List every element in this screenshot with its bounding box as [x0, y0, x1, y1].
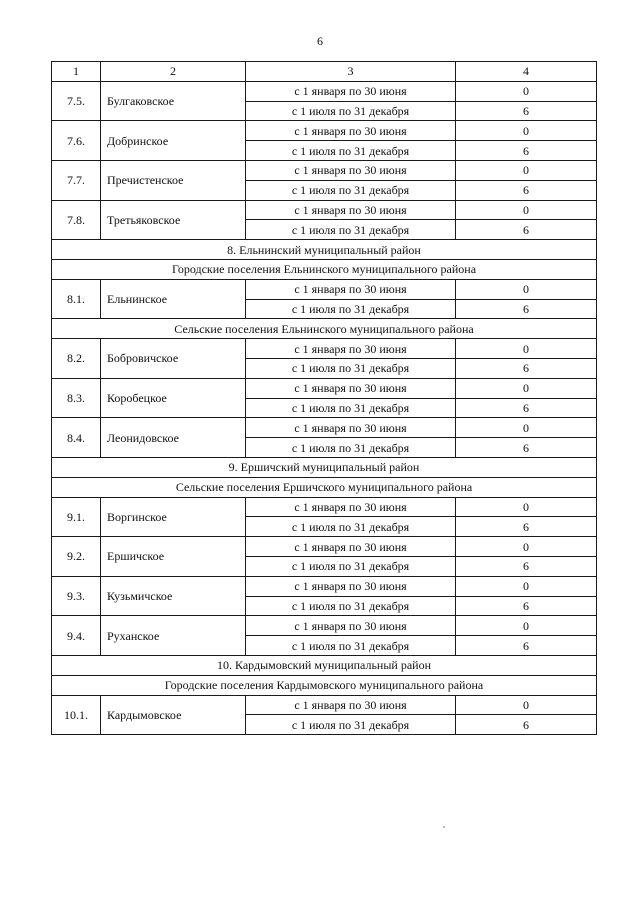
- value-first-half: 0: [456, 121, 597, 141]
- settlement-row-first-half: [52, 279, 597, 299]
- value-first-half: 0: [456, 497, 597, 517]
- value-first-half: 0: [456, 160, 597, 180]
- section-heading: Сельские поселения Ершичского муниципального района: [52, 477, 597, 497]
- settlement-name: Леонидовское: [101, 418, 246, 458]
- section-heading: Городские поселения Кардымовского муниципального района: [52, 675, 597, 695]
- period-second-half: с 1 июля по 31 декабря: [246, 438, 456, 458]
- item-number: 9.2.: [52, 537, 101, 577]
- period-first-half: с 1 января по 30 июня: [246, 200, 456, 220]
- period-first-half: с 1 января по 30 июня: [246, 418, 456, 438]
- value-first-half: 0: [456, 81, 597, 101]
- period-second-half: с 1 июля по 31 декабря: [246, 517, 456, 537]
- settlement-row-first-half: [52, 160, 597, 180]
- period-second-half: с 1 июля по 31 декабря: [246, 180, 456, 200]
- period-first-half: с 1 января по 30 июня: [246, 339, 456, 359]
- settlement-name: Кузьмичское: [101, 576, 246, 616]
- settlement-name: Ершичское: [101, 537, 246, 577]
- header-cell-2: 2: [101, 62, 246, 82]
- settlement-row-first-half: [52, 200, 597, 220]
- settlement-row-first-half: [52, 378, 597, 398]
- period-first-half: с 1 января по 30 июня: [246, 121, 456, 141]
- item-number: 7.7.: [52, 160, 101, 200]
- period-second-half: с 1 июля по 31 декабря: [246, 596, 456, 616]
- page-number: 6: [317, 34, 323, 48]
- period-first-half: с 1 января по 30 июня: [246, 160, 456, 180]
- period-first-half: с 1 января по 30 июня: [246, 279, 456, 299]
- table-header-row: [52, 62, 597, 82]
- settlement-row-first-half: [52, 121, 597, 141]
- settlement-row-first-half: [52, 497, 597, 517]
- value-second-half: 6: [456, 180, 597, 200]
- value-second-half: 6: [456, 398, 597, 418]
- item-number: 9.1.: [52, 497, 101, 537]
- table-body: [52, 62, 597, 735]
- scan-speck: [443, 826, 445, 828]
- period-second-half: с 1 июля по 31 декабря: [246, 358, 456, 378]
- value-first-half: 0: [456, 200, 597, 220]
- value-first-half: 0: [456, 378, 597, 398]
- value-second-half: 6: [456, 636, 597, 656]
- value-first-half: 0: [456, 576, 597, 596]
- value-second-half: 6: [456, 220, 597, 240]
- section-heading: Городские поселения Ельнинского муниципального района: [52, 259, 597, 279]
- value-second-half: 6: [456, 101, 597, 121]
- settlement-row-first-half: [52, 616, 597, 636]
- section-row: [52, 259, 597, 279]
- period-first-half: с 1 января по 30 июня: [246, 497, 456, 517]
- period-first-half: с 1 января по 30 июня: [246, 695, 456, 715]
- value-second-half: 6: [456, 438, 597, 458]
- settlement-name: Ельнинское: [101, 279, 246, 319]
- section-row: [52, 457, 597, 477]
- value-second-half: 6: [456, 299, 597, 319]
- settlement-row-first-half: [52, 576, 597, 596]
- item-number: 9.4.: [52, 616, 101, 656]
- period-second-half: с 1 июля по 31 декабря: [246, 220, 456, 240]
- settlement-name: Добринское: [101, 121, 246, 161]
- value-second-half: 6: [456, 556, 597, 576]
- settlement-name: Булгаковское: [101, 81, 246, 121]
- period-second-half: с 1 июля по 31 декабря: [246, 556, 456, 576]
- period-first-half: с 1 января по 30 июня: [246, 81, 456, 101]
- value-first-half: 0: [456, 695, 597, 715]
- period-second-half: с 1 июля по 31 декабря: [246, 398, 456, 418]
- value-first-half: 0: [456, 418, 597, 438]
- settlement-row-first-half: [52, 418, 597, 438]
- settlement-name: Воргинское: [101, 497, 246, 537]
- settlement-name: Коробецкое: [101, 378, 246, 418]
- section-heading: Сельские поселения Ельнинского муниципального района: [52, 319, 597, 339]
- item-number: 7.8.: [52, 200, 101, 240]
- period-first-half: с 1 января по 30 июня: [246, 378, 456, 398]
- value-first-half: 0: [456, 616, 597, 636]
- item-number: 10.1.: [52, 695, 101, 735]
- settlement-name: Руханское: [101, 616, 246, 656]
- value-first-half: 0: [456, 537, 597, 557]
- value-first-half: 0: [456, 339, 597, 359]
- section-row: [52, 319, 597, 339]
- value-second-half: 6: [456, 517, 597, 537]
- settlement-name: Пречистенское: [101, 160, 246, 200]
- section-row: [52, 655, 597, 675]
- period-first-half: с 1 января по 30 июня: [246, 537, 456, 557]
- header-cell-4: 4: [456, 62, 597, 82]
- item-number: 9.3.: [52, 576, 101, 616]
- settlement-name: Кардымовское: [101, 695, 246, 735]
- settlement-name: Бобровичское: [101, 339, 246, 379]
- value-second-half: 6: [456, 358, 597, 378]
- item-number: 7.5.: [52, 81, 101, 121]
- item-number: 8.1.: [52, 279, 101, 319]
- item-number: 8.3.: [52, 378, 101, 418]
- settlement-row-first-half: [52, 339, 597, 359]
- period-second-half: с 1 июля по 31 декабря: [246, 141, 456, 161]
- period-second-half: с 1 июля по 31 декабря: [246, 101, 456, 121]
- section-heading: 8. Ельнинский муниципальный район: [52, 240, 597, 260]
- header-cell-3: 3: [246, 62, 456, 82]
- period-first-half: с 1 января по 30 июня: [246, 576, 456, 596]
- item-number: 8.4.: [52, 418, 101, 458]
- header-cell-1: 1: [52, 62, 101, 82]
- settlement-row-first-half: [52, 81, 597, 101]
- section-row: [52, 477, 597, 497]
- section-row: [52, 675, 597, 695]
- period-second-half: с 1 июля по 31 декабря: [246, 299, 456, 319]
- value-second-half: 6: [456, 141, 597, 161]
- section-heading: 9. Ершичский муниципальный район: [52, 457, 597, 477]
- settlement-name: Третьяковское: [101, 200, 246, 240]
- item-number: 8.2.: [52, 339, 101, 379]
- settlement-periods-table: [51, 61, 597, 735]
- settlement-row-first-half: [52, 537, 597, 557]
- item-number: 7.6.: [52, 121, 101, 161]
- settlement-row-first-half: [52, 695, 597, 715]
- value-second-half: 6: [456, 596, 597, 616]
- value-second-half: 6: [456, 715, 597, 735]
- period-second-half: с 1 июля по 31 декабря: [246, 715, 456, 735]
- section-row: [52, 240, 597, 260]
- period-second-half: с 1 июля по 31 декабря: [246, 636, 456, 656]
- value-first-half: 0: [456, 279, 597, 299]
- period-first-half: с 1 января по 30 июня: [246, 616, 456, 636]
- section-heading: 10. Кардымовский муниципальный район: [52, 655, 597, 675]
